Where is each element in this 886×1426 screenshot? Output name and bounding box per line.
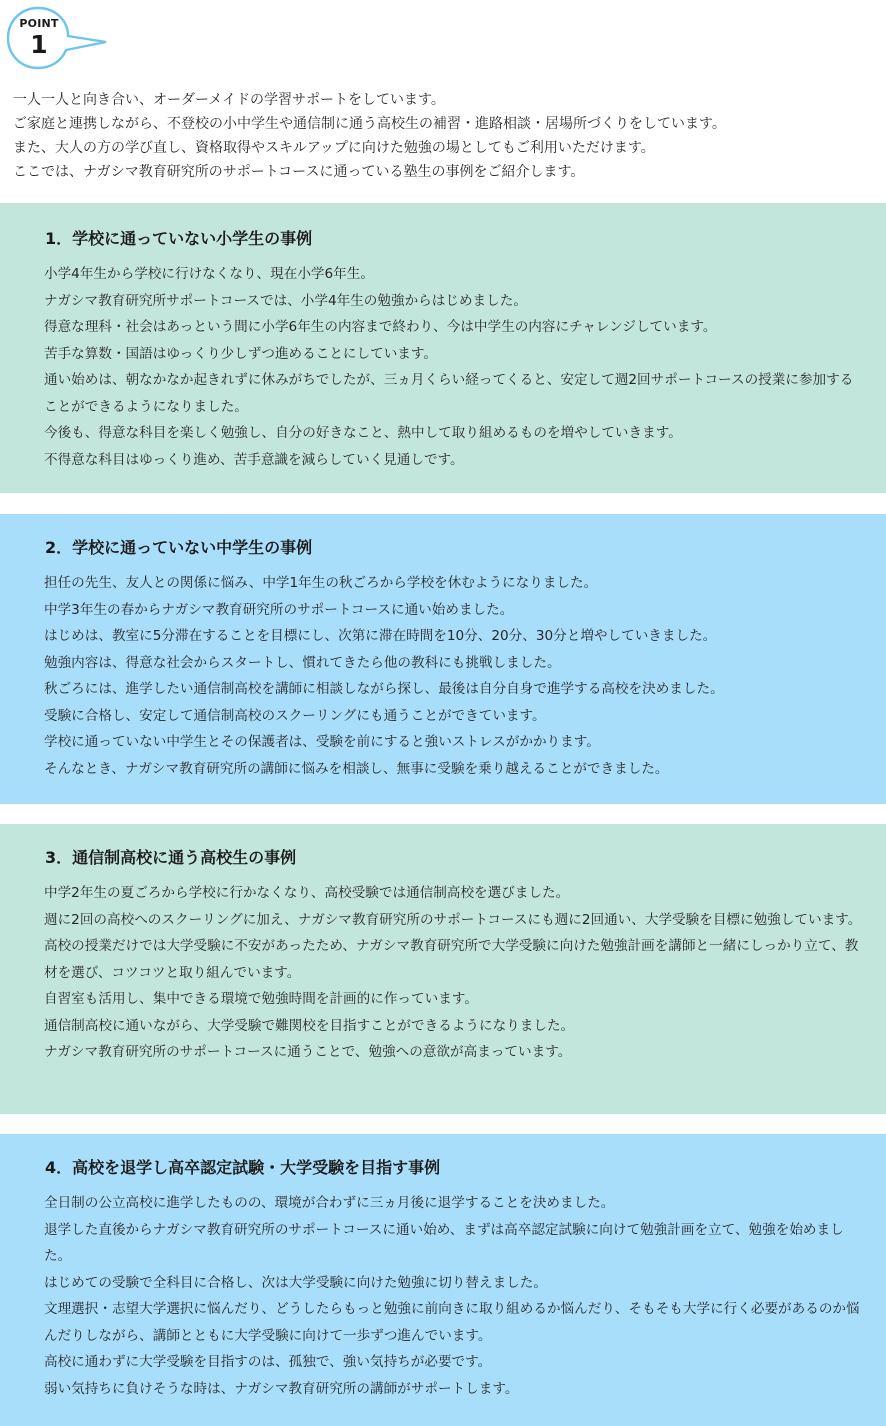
case-line: 自習室も活用し、集中できる環境で勉強時間を計画的に作っています。	[44, 991, 478, 1007]
case-line: はじめは、教室に5分滞在することを目標にし、次第に滞在時間を10分、20分、30分と増やしていきました。	[44, 628, 717, 644]
intro-text	[13, 88, 873, 184]
case-line: 勉強内容は、得意な社会からスタートし、慣れてきたら他の教科にも挑戦しました。	[44, 654, 561, 671]
case-body	[44, 1190, 864, 1402]
intro-line: ご家庭と連携しながら、不登校の小中学生や通信制に通う高校生の補習・進路相談・居場所づくりをしています。	[13, 116, 726, 132]
case-line: ナガシマ教育研究所のサポートコースに通うことで、勉強への意欲が高まっています。	[44, 1044, 572, 1060]
case-line: 中学3年生の春からナガシマ教育研究所のサポートコースに通い始めました。	[44, 601, 514, 618]
case-line: 学校に通っていない中学生とその保護者は、受験を前にすると強いストレスがかかります。	[44, 734, 600, 750]
case-line: 弱い気持ちに負けそうな時は、ナガシマ教育研究所の講師がサポートします。	[44, 1380, 519, 1397]
case-line: 高校に通わずに大学受験を目指すのは、孤独で、強い気持ちが必要です。	[44, 1354, 492, 1370]
case-line: そんなとき、ナガシマ教育研究所の講師に悩みを相談し、無事に受験を乗り越えることができました。	[44, 760, 669, 777]
case-title: 2．学校に通っていない中学生の事例	[45, 538, 313, 557]
case-title: 4．高校を退学し高卒認定試験・大学受験を目指す事例	[45, 1158, 441, 1177]
case-junior-high	[0, 514, 886, 804]
case-line: 全日制の公立高校に進学したものの、環境が合わずに三ヵ月後に退学することを決めました。	[44, 1195, 615, 1211]
case-line: 高校の授業だけでは大学受験に不安があったため、ナガシマ教育研究所で大学受験に向けた勉強計画を講師と一緒にしっかり立て、教材を選び、コツコツと取り組んでいます。	[44, 938, 859, 981]
case-line: 担任の先生、友人との関係に悩み、中学1年生の秋ごろから学校を休むようになりました。	[44, 575, 598, 591]
point-badge	[4, 6, 108, 70]
case-body	[44, 880, 864, 1066]
case-line: 通信制高校に通いながら、大学受験で難関校を目指すことができるようになりました。	[44, 1017, 575, 1034]
case-line: 秋ごろには、進学したい通信制高校を講師に相談しながら探し、最後は自分自身で進学する高校を決めました。	[44, 681, 724, 697]
intro-line: また、大人の方の学び直し、資格取得やスキルアップに向けた勉強の場としてもご利用いただけます。	[13, 140, 655, 156]
case-line: 不得意な科目はゆっくり進め、苦手意識を減らしていく見通しです。	[44, 451, 464, 468]
case-title: 3．通信制高校に通う高校生の事例	[45, 848, 297, 867]
badge-label: POINT	[19, 17, 59, 30]
case-elementary	[0, 203, 886, 493]
case-line: 受験に合格し、安定して通信制高校のスクーリングにも通うことができています。	[44, 707, 546, 724]
case-line: はじめての受験で全科目に合格し、次は大学受験に向けた勉強に切り替えました。	[44, 1274, 547, 1291]
case-line: 文理選択・志望大学選択に悩んだり、どうしたらもっと勉強に前向きに取り組めるか悩んだり、そもそも大学に行く必要があるのか悩んだりしながら、講師とともに大学受験に向けて一歩ずつ進んでいます。	[44, 1301, 860, 1344]
case-title: 1．学校に通っていない小学生の事例	[45, 229, 313, 248]
badge-number: 1	[30, 30, 48, 59]
intro-line: 一人一人と向き合い、オーダーメイドの学習サポートをしています。	[13, 92, 445, 108]
case-body	[44, 570, 864, 782]
case-line: 今後も、得意な科目を楽しく勉強し、自分の好きなこと、熱中して取り組めるものを増やしていきます。	[44, 425, 682, 441]
case-high-school-dropout	[0, 1134, 886, 1426]
case-line: 退学した直後からナガシマ教育研究所のサポートコースに通い始め、まずは高卒認定試験に向けて勉強計画を立て、勉強を始めました。	[44, 1221, 844, 1264]
case-line: 週に2回の高校へのスクーリングに加え、ナガシマ教育研究所のサポートコースにも週に2回通い、大学受験を目標に勉強しています。	[44, 911, 862, 928]
case-line: 小学4年生から学校に行けなくなり、現在小学6年生。	[44, 266, 374, 282]
case-body	[44, 261, 864, 473]
case-line: ナガシマ教育研究所サポートコースでは、小学4年生の勉強からはじめました。	[44, 292, 527, 309]
case-line: 通い始めは、朝なかなか起きれずに休みがちでしたが、三ヵ月くらい経ってくると、安定して週2回サポートコースの授業に参加することができるようになりました。	[44, 372, 854, 415]
intro-line: ここでは、ナガシマ教育研究所のサポートコースに通っている塾生の事例をご紹介します。	[13, 164, 585, 180]
case-line: 中学2年生の夏ごろから学校に行かなくなり、高校受験では通信制高校を選びました。	[44, 885, 570, 901]
case-correspondence-high	[0, 824, 886, 1114]
case-line: 得意な理科・社会はあっという間に小学6年生の内容まで終わり、今は中学生の内容にチャレンジしています。	[44, 319, 717, 335]
case-line: 苦手な算数・国語はゆっくり少しずつ進めることにしています。	[44, 345, 437, 362]
